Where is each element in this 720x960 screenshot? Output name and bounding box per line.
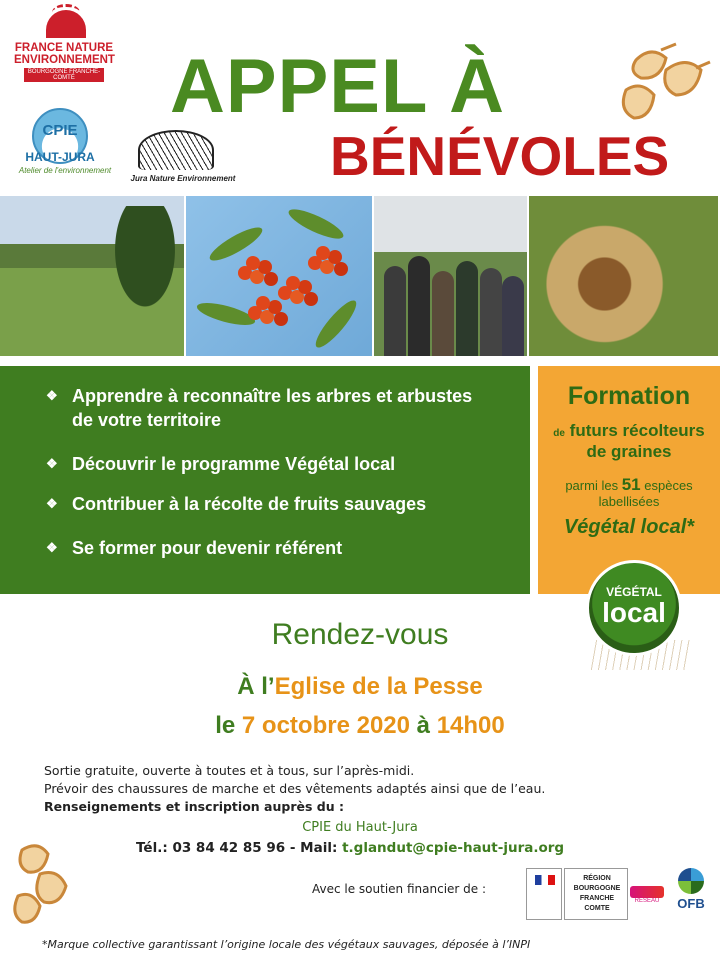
badge-line2: local xyxy=(602,597,666,628)
fne-logo-line2: ENVIRONNEMENT xyxy=(14,54,115,66)
region-logo-line2: BOURGOGNE xyxy=(573,885,621,892)
list-item-text: Découvrir le programme Végétal local xyxy=(72,454,396,474)
info-line3: Renseignements et inscription auprès du : xyxy=(44,799,344,814)
event-heading: Rendez-vous xyxy=(271,618,449,651)
mail-label: - Mail: xyxy=(285,840,343,856)
event-date xyxy=(0,712,720,740)
formation-line3-prefix: parmi les xyxy=(565,478,619,493)
event-time-value: 14h00 xyxy=(436,712,505,739)
region-logo-line1: RÉGION xyxy=(583,875,611,882)
photo-strip xyxy=(0,196,720,356)
sncf-logo xyxy=(630,868,664,920)
landscape-photo xyxy=(0,196,186,356)
event-place xyxy=(0,673,720,701)
info-line2: Prévoir des chaussures de marche et des vêtements adaptés ainsi que de l’eau. xyxy=(44,781,546,796)
sncf-bar-icon xyxy=(630,886,664,898)
jne-name: Jura Nature Environnement xyxy=(130,174,236,183)
contact-line xyxy=(136,840,564,856)
prefet-logo xyxy=(526,868,562,920)
french-flag-icon xyxy=(535,875,555,885)
formation-line1-prefix: de xyxy=(553,428,565,439)
fne-logo-line1: FRANCE NATURE xyxy=(14,42,114,54)
formation-line3-suffix: espèces xyxy=(644,478,693,493)
cpie-name: HAUT-JURA xyxy=(25,150,95,164)
event-date-value: 7 octobre 2020 xyxy=(241,712,410,739)
event-time-prefix: à xyxy=(416,712,431,739)
list-item-text: Apprendre à reconnaître les arbres et arbustes de votre territoire xyxy=(72,386,473,430)
list-item-text: Se former pour devenir référent xyxy=(72,538,343,558)
diamond-bullet-icon: ❖ xyxy=(46,496,58,511)
species-count: 51 xyxy=(621,475,641,494)
formation-label: Végétal local* xyxy=(563,516,695,538)
formation-title: Formation xyxy=(567,382,691,410)
objectives-box xyxy=(0,366,530,594)
acorn-icon xyxy=(606,40,716,130)
cpie-badge-text: CPIE xyxy=(42,122,78,139)
hedgehog-icon xyxy=(138,130,214,170)
region-logo-line3: FRANCHE xyxy=(579,895,615,902)
badge-line1: VÉGÉTAL xyxy=(606,585,662,599)
cpie-logo xyxy=(10,108,120,188)
cpie-subtitle: Atelier de l'environnement xyxy=(18,166,112,175)
hedgehog-quill-icon xyxy=(46,10,86,38)
ofb-logo xyxy=(666,868,716,920)
volunteers-group-photo xyxy=(374,196,529,356)
formation-line4: labellisées xyxy=(598,494,660,509)
formation-line2: de graines xyxy=(586,442,672,461)
event-place-prefix: À l’ xyxy=(237,673,275,700)
fne-logo xyxy=(14,10,114,96)
rowan-berries-photo xyxy=(186,196,374,356)
list-item-text: Contribuer à la récolte de fruits sauvages xyxy=(72,494,427,514)
diamond-bullet-icon: ❖ xyxy=(46,540,58,555)
list-item xyxy=(46,492,486,516)
beechnut-photo xyxy=(529,196,720,356)
formation-line1-main: futurs récolteurs xyxy=(569,421,705,440)
acorn-icon xyxy=(10,840,80,930)
page-title: APPEL À xyxy=(170,44,506,129)
sponsors xyxy=(526,868,716,922)
support-label: Avec le soutien financier de : xyxy=(312,882,487,896)
email-link[interactable]: t.glandut@cpie-haut-jura.org xyxy=(342,840,565,856)
fne-logo-sub: BOURGOGNE FRANCHE-COMTÉ xyxy=(24,68,104,82)
globe-icon xyxy=(678,868,704,894)
info-line1: Sortie gratuite, ouverte à toutes et à tous, sur l’après-midi. xyxy=(44,763,415,778)
diamond-bullet-icon: ❖ xyxy=(46,388,58,403)
region-logo-line4: COMTE xyxy=(584,905,610,912)
phone-label: Tél.: xyxy=(136,840,173,856)
event-date-prefix: le xyxy=(215,712,236,739)
region-logo xyxy=(564,868,628,920)
sncf-subtitle: RÉSEAU xyxy=(634,898,660,904)
ofb-text: OFB xyxy=(677,896,705,911)
footnote: *Marque collective garantissant l’origine locale des végétaux sauvages, déposée à l’INPI xyxy=(42,938,531,951)
formation-line3 xyxy=(538,476,720,495)
page-subtitle: BÉNÉVOLES xyxy=(330,125,670,187)
phone-number[interactable]: 03 84 42 85 96 xyxy=(172,840,286,856)
list-item xyxy=(46,384,486,432)
diamond-bullet-icon: ❖ xyxy=(46,456,58,471)
event-place-name: Eglise de la Pesse xyxy=(274,673,483,700)
list-item xyxy=(46,536,486,560)
list-item xyxy=(46,452,486,476)
jne-logo xyxy=(128,126,238,186)
contact-organization: CPIE du Haut-Jura xyxy=(302,820,418,835)
